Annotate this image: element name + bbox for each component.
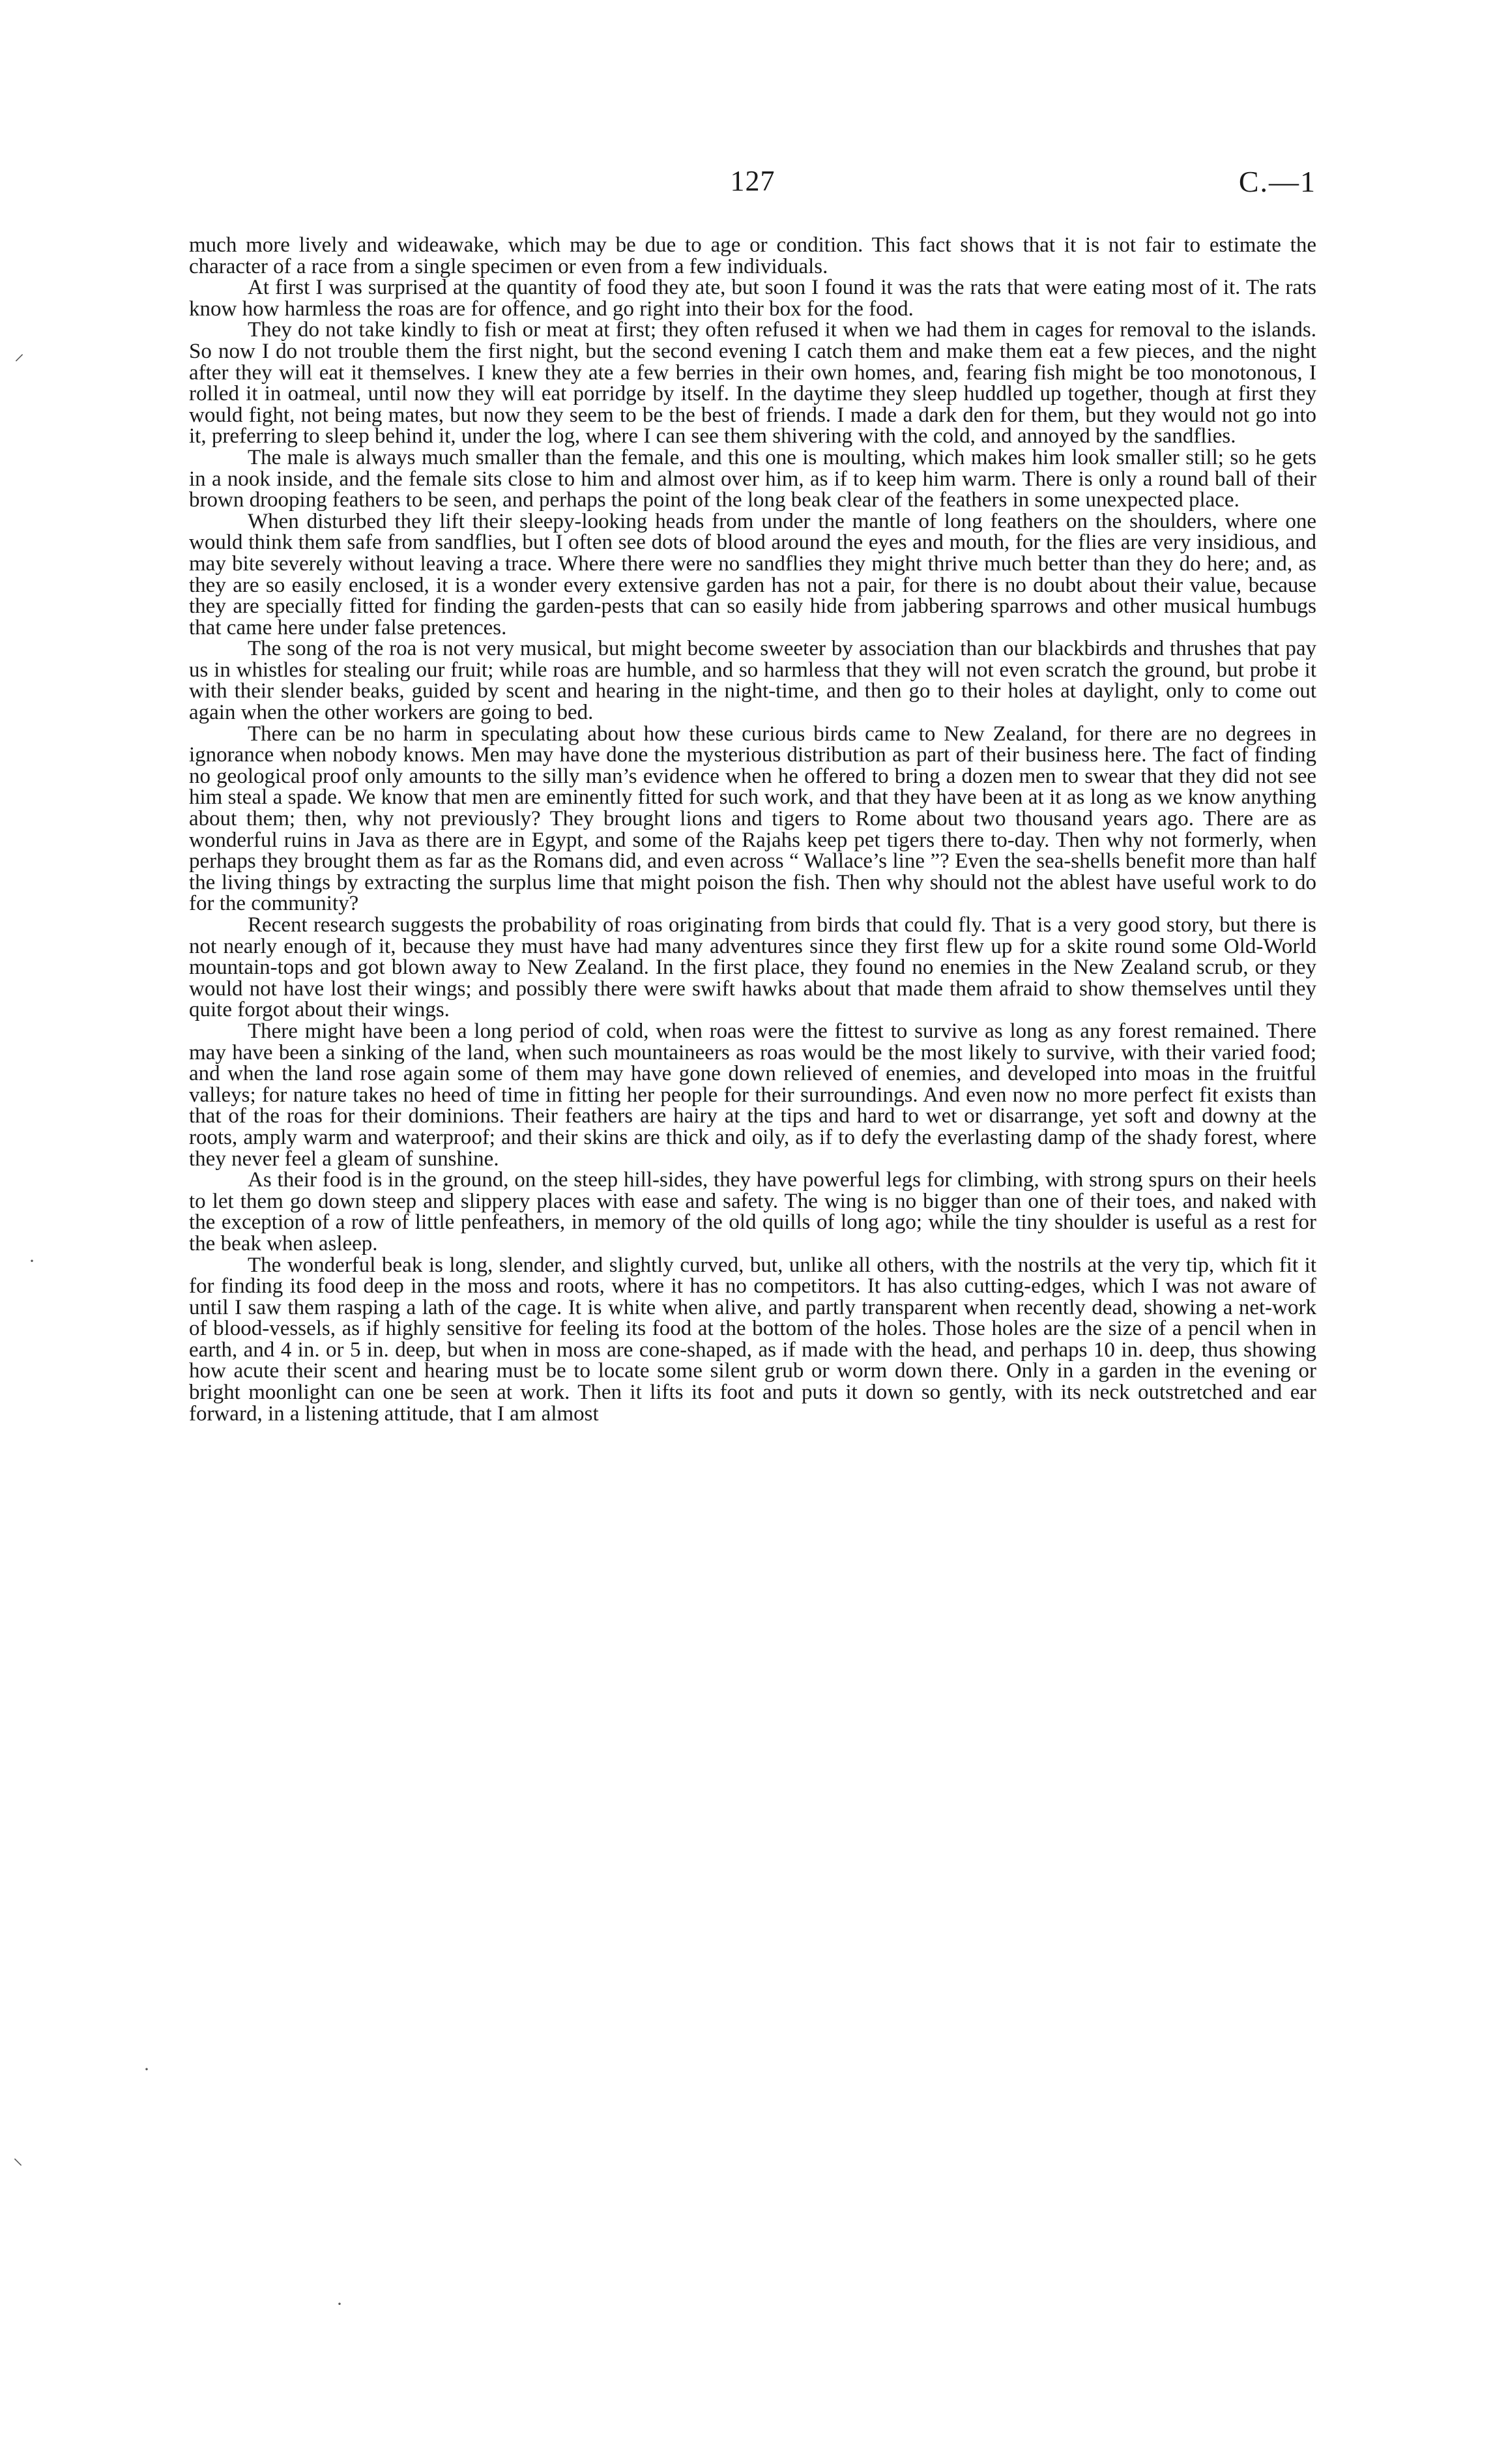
margin-mark: · — [143, 2059, 150, 2080]
paragraph: They do not take kindly to fish or meat at first; they often refused it when we had them in cages for removal to the islands. So now I do not trouble them the first night, but the second evening I catch them and make them eat a few pieces, and the night after they will eat it themselves. I knew they ate a few berries in their own homes, and, fearing fish might be too monotonous, I rolled it in oatmeal, until now they will eat porridge by itself. In the daytime they sleep huddled up together, though at first they would fight, not being mates, but now they seem to be the best of friends. I made a dark den for them, but they would not go into it, preferring to sleep behind it, under the log, where I can see them shivering with the cold, and annoyed by the sandflies. — [189, 318, 1316, 448]
body-text — [189, 235, 1316, 1424]
page-number: 127 — [730, 165, 775, 197]
margin-mark: · — [29, 1250, 35, 1272]
paragraph: The song of the roa is not very musical, but might become sweeter by association than our blackbirds and thrushes that pay us in whistles for stealing our fruit; while roas are humble, and so harmless that they will not even scratch the ground, but probe it with their slender beaks, guided by scent and hearing in the night-time, and then go to their holes at daylight, only to come out again when the other workers are going to bed. — [189, 637, 1316, 725]
document-reference: C.—1 — [1238, 165, 1316, 198]
margin-mark: ⸜ — [13, 2147, 23, 2169]
margin-mark: ⸝ — [14, 343, 24, 364]
paragraph: The male is always much smaller than the female, and this one is moulting, which makes him look smaller still; so he gets in a nook inside, and the female sits close to him and almost over him, as if to keep him warm. There is only a round ball of their brown drooping feathers to be seen, and perhaps the point of the long beak clear of the feathers in some unexpected place. — [189, 445, 1316, 512]
paragraph: The wonderful beak is long, slender, and slightly curved, but, unlike all others, with the nostrils at the very tip, which fit it for finding its food deep in the moss and roots, where it has no competitors. It has also cutting-edges, which I was not aware of until I saw them rasping a lath of the cage. It is white when alive, and partly transparent when recently dead, showing a net-work of blood-vessels, as if highly sensitive for feeling its food at the bottom of the holes. Those holes are the size of a pencil when in earth, and 4 in. or 5 in. deep, but when in moss are cone-shaped, as if made with the head, and perhaps 10 in. deep, thus showing how acute their scent and hearing must be to locate some silent grub or worm down there. Only in a garden in the evening or bright moonlight can one be seen at work. Then it lifts its foot and puts it down so gently, with its neck outstretched and ear forward, in a listening attitude, that I am almost — [189, 1253, 1316, 1426]
paragraph: Recent research suggests the probability of roas originating from birds that could fly. That is a very good story, but there is not nearly enough of it, because they must have had many adventures since they first flew up for a skite round some Old-World mountain-tops and got blown away to New Zealand. In the first place, they found no enemies in the New Zealand scrub, or they would not have lost their wings; and possibly there were swift hawks about that made them afraid to show themselves until they quite forgot about their wings. — [189, 913, 1316, 1022]
paragraph: much more lively and wideawake, which may be due to age or condition. This fact shows that it is not fair to estimate the character of a race from a single specimen or even from a few individuals. — [189, 233, 1316, 278]
paragraph: At first I was surprised at the quantity of food they ate, but soon I found it was the rats that were eating most of it. The rats know how harmless the roas are for offence, and go right into their box for the food. — [189, 276, 1316, 321]
paragraph: There can be no harm in speculating about how these curious birds came to New Zealand, for there are no degrees in ignorance when nobody knows. Men may have done the mysterious distribution as part of their business here. The fact of finding no geological proof only amounts to the silly man’s evidence when he offered to bring a dozen men to swear that they did not see him steal a spade. We know that men are eminently fitted for such work, and that they have been at it as long as we know anything about them; then, why not previously? They brought lions and tigers to Rome about two thousand years ago. There are as wonderful ruins in Java as there are in Egypt, and some of the Rajahs keep pet tigers there to-day. Then why not formerly, when perhaps they brought them as far as the Romans did, and even across “ Wallace’s line ”? Even the sea-shells benefit more than half the living things by extracting the surplus lime that might poison the fish. Then why should not the ablest have useful work to do for the community? — [189, 722, 1316, 916]
margin-mark: · — [336, 2293, 343, 2315]
paragraph: There might have been a long period of cold, when roas were the fittest to survive as long as any forest remained. There may have been a sinking of the land, when such mountaineers as roas would be the most likely to survive, with their varied food; and when the land rose again some of them may have gone down relieved of enemies, and developed into moas in the fruitful valleys; for nature takes no heed of time in fitting her people for their surroundings. And even now no more perfect fit exists than that of the roas for their dominions. Their feathers are hairy at the tips and hard to wet or disarrange, yet soft and downy at the roots, amply warm and waterproof; and their skins are thick and oily, as if to defy the everlasting damp of the shady forest, where they never feel a gleam of sunshine. — [189, 1019, 1316, 1171]
page-header — [189, 164, 1316, 206]
paragraph: As their food is in the ground, on the steep hill-sides, they have powerful legs for climbing, with strong spurs on their heels to let them go down steep and slippery places with ease and safety. The wing is no bigger than one of their toes, and naked with the exception of a row of little penfeathers, in memory of the old quills of long ago; while the tiny shoulder is useful as a rest for the beak when asleep. — [189, 1168, 1316, 1255]
paragraph: When disturbed they lift their sleepy-looking heads from under the mantle of long feathers on the shoulders, where one would think them safe from sandflies, but I often see dots of blood around the eyes and mouth, for the flies are very insidious, and may bite severely without leaving a trace. Where there were no sandflies they might thrive much better than they do here; and, as they are so easily enclosed, it is a wonder every extensive garden has not a pair, for there is no doubt about their value, because they are specially fitted for finding the garden-pests that can so easily hide from jabbering sparrows and other musical humbugs that came here under false pretences. — [189, 509, 1316, 639]
